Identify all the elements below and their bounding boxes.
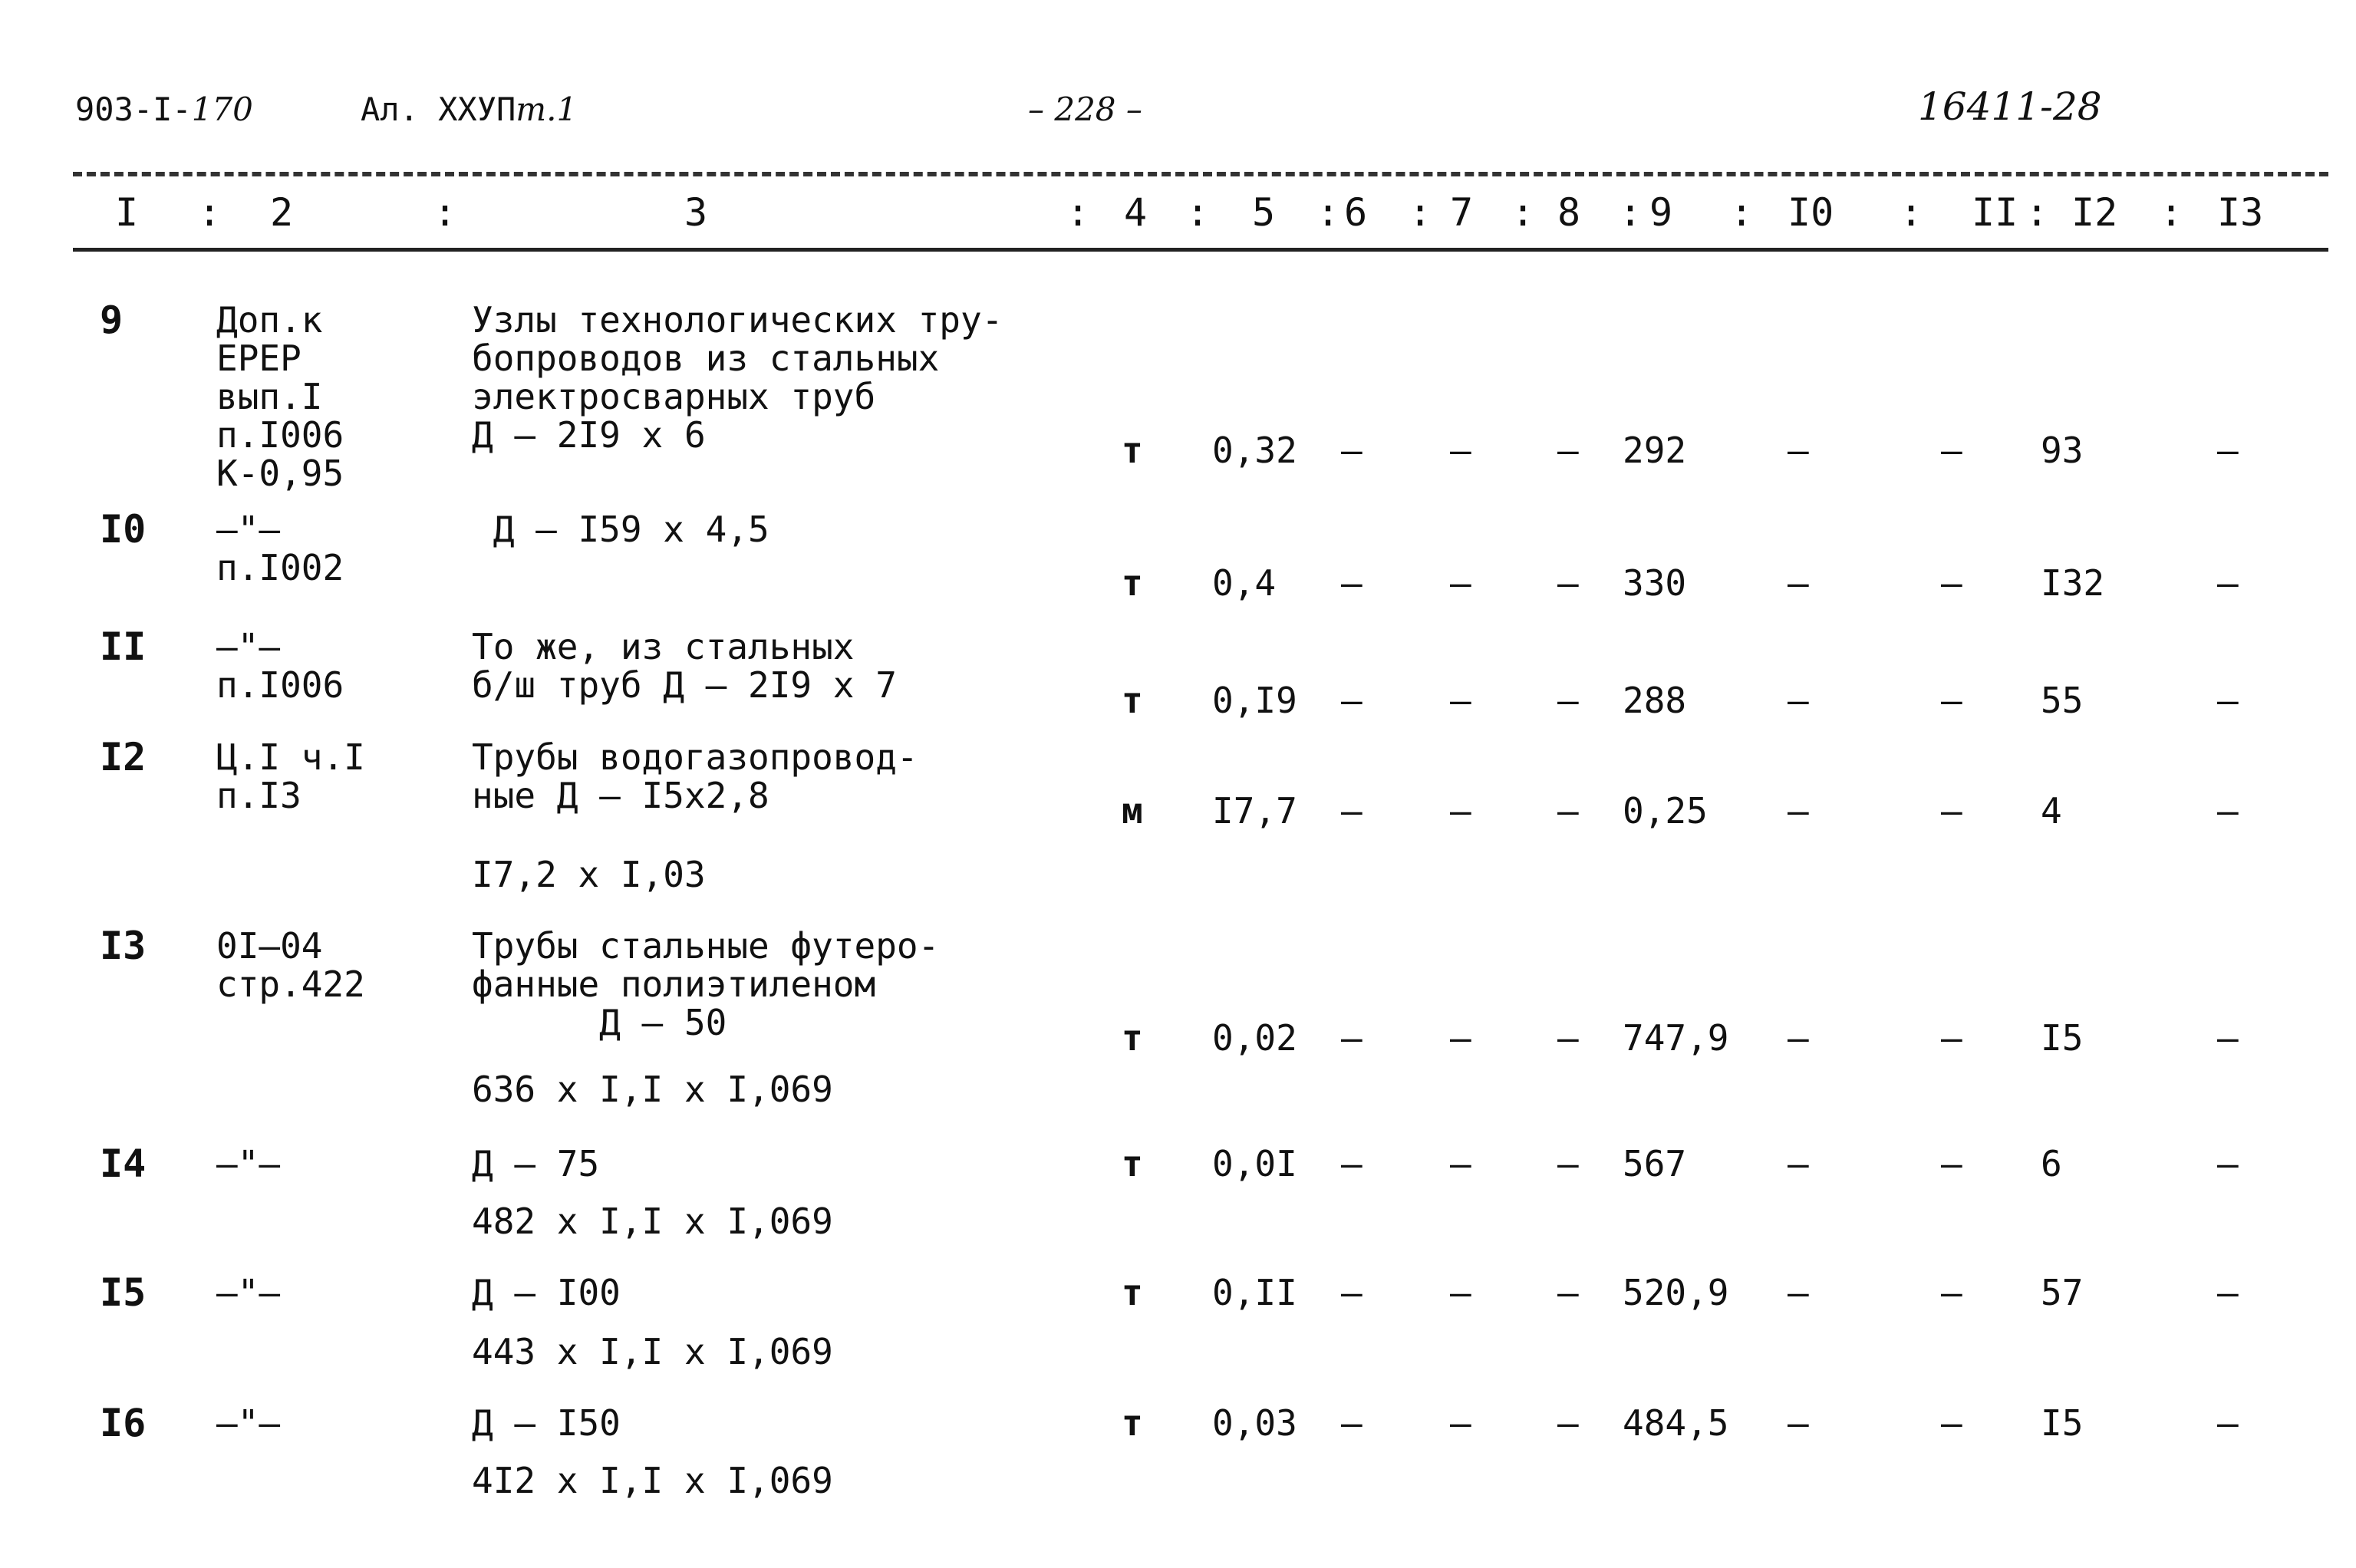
row-calculation: I7,2 х I,03	[472, 854, 706, 895]
row-description: Д – 75	[472, 1143, 600, 1184]
row-col9: 520,9	[1623, 1272, 1729, 1313]
row-basis: –"–	[216, 1143, 281, 1184]
row-unit: т	[1122, 1402, 1143, 1444]
row-col6: –	[1341, 1017, 1363, 1059]
row-col6: –	[1341, 1272, 1363, 1313]
row-col8: –	[1557, 790, 1579, 832]
row-col9: 0,25	[1623, 790, 1708, 832]
row-col11: –	[1941, 790, 1962, 832]
row-col13: –	[2217, 1017, 2239, 1059]
row-col12: 55	[2041, 680, 2084, 721]
row-col9: 288	[1623, 680, 1687, 721]
row-col8: –	[1557, 562, 1579, 604]
column-separator: :	[1186, 190, 1210, 235]
column-separator: :	[2160, 190, 2183, 235]
row-col9: 567	[1623, 1143, 1687, 1184]
row-col11: –	[1941, 562, 1962, 604]
album-label	[361, 91, 577, 128]
row-calculation: 4I2 х I,I х I,069	[472, 1460, 833, 1501]
row-number: I3	[100, 924, 147, 968]
column-number: 4	[1124, 190, 1148, 235]
column-number: 9	[1649, 190, 1673, 235]
row-number: I6	[100, 1401, 147, 1445]
column-separator: :	[1511, 190, 1535, 235]
row-col7: –	[1450, 790, 1471, 832]
row-description: Д – I59 х 4,5	[472, 509, 769, 550]
row-col13: –	[2217, 1143, 2239, 1184]
row-calculation: 482 х I,I х I,069	[472, 1201, 833, 1242]
row-basis: –"– п.I006	[216, 626, 344, 706]
album-label-printed: Ал. ХХУП	[361, 91, 516, 128]
row-quantity: 0,II	[1212, 1272, 1297, 1313]
row-description: То же, из стальных б/ш труб Д – 2I9 х 7	[472, 626, 897, 706]
row-col8: –	[1557, 1143, 1579, 1184]
row-col13: –	[2217, 1272, 2239, 1313]
row-col6: –	[1341, 1143, 1363, 1184]
row-col12: 93	[2041, 430, 2084, 471]
document-code	[75, 91, 253, 128]
row-quantity: 0,32	[1212, 430, 1297, 471]
row-unit: м	[1122, 790, 1143, 832]
column-number: 7	[1450, 190, 1474, 235]
document-code-printed: 903-I-	[75, 91, 192, 128]
row-col8: –	[1557, 1017, 1579, 1059]
row-col10: –	[1788, 790, 1809, 832]
row-calculation: 636 х I,I х I,069	[472, 1069, 833, 1110]
row-col8: –	[1557, 1402, 1579, 1444]
row-col13: –	[2217, 562, 2239, 604]
row-col11: –	[1941, 430, 1962, 471]
row-col11: –	[1941, 1402, 1962, 1444]
row-col10: –	[1788, 1402, 1809, 1444]
row-number: II	[100, 624, 147, 669]
column-number: 6	[1344, 190, 1368, 235]
column-number: 5	[1252, 190, 1276, 235]
row-basis: –"–	[216, 1272, 281, 1313]
row-col11: –	[1941, 1017, 1962, 1059]
row-number: I5	[100, 1270, 147, 1315]
row-col6: –	[1341, 790, 1363, 832]
row-col12: I32	[2041, 562, 2105, 604]
row-col11: –	[1941, 1272, 1962, 1313]
column-separator: :	[1619, 190, 1643, 235]
column-number: I0	[1788, 190, 1834, 235]
row-basis: –"–	[216, 1402, 281, 1444]
row-basis: Доп.к ЕРЕР вып.I п.I006 К-0,95	[216, 299, 344, 494]
row-col8: –	[1557, 680, 1579, 721]
page-number: – 228 –	[1028, 91, 1142, 128]
row-col13: –	[2217, 1402, 2239, 1444]
row-col9: 747,9	[1623, 1017, 1729, 1059]
album-label-handwritten: т.1	[516, 91, 578, 128]
row-col7: –	[1450, 1272, 1471, 1313]
row-col13: –	[2217, 430, 2239, 471]
row-col7: –	[1450, 1017, 1471, 1059]
row-col9: 292	[1623, 430, 1687, 471]
row-unit: т	[1122, 1272, 1143, 1313]
row-col7: –	[1450, 430, 1471, 471]
row-number: 9	[100, 298, 124, 342]
row-quantity: 0,0I	[1212, 1143, 1297, 1184]
column-separator: :	[1730, 190, 1754, 235]
row-basis: –"– п.I002	[216, 509, 344, 588]
row-col9: 330	[1623, 562, 1687, 604]
row-description: Д – I50	[472, 1402, 621, 1444]
row-calculation: 443 х I,I х I,069	[472, 1331, 833, 1372]
row-col7: –	[1450, 680, 1471, 721]
column-separator: :	[433, 190, 457, 235]
column-number: I	[115, 190, 139, 235]
row-col6: –	[1341, 562, 1363, 604]
row-col10: –	[1788, 1017, 1809, 1059]
row-col6: –	[1341, 430, 1363, 471]
row-col6: –	[1341, 680, 1363, 721]
row-quantity: 0,4	[1212, 562, 1277, 604]
column-number: 3	[684, 190, 708, 235]
row-quantity: I7,7	[1212, 790, 1297, 832]
row-quantity: 0,I9	[1212, 680, 1297, 721]
row-col12: I5	[2041, 1017, 2084, 1059]
row-col10: –	[1788, 1272, 1809, 1313]
column-separator: :	[1066, 190, 1090, 235]
column-separator: :	[1409, 190, 1432, 235]
column-number: I2	[2071, 190, 2118, 235]
row-col12: I5	[2041, 1402, 2084, 1444]
row-col12: 57	[2041, 1272, 2084, 1313]
document-code-handwritten: 170	[191, 91, 253, 128]
row-basis: Ц.I ч.I п.I3	[216, 736, 365, 816]
row-number: I2	[100, 735, 147, 779]
column-separator: :	[2025, 190, 2049, 235]
sheet-id: 16411-28	[1918, 84, 2102, 129]
column-separator: :	[1316, 190, 1340, 235]
row-col9: 484,5	[1623, 1402, 1729, 1444]
row-unit: т	[1122, 1143, 1143, 1184]
column-number: I3	[2217, 190, 2264, 235]
row-col10: –	[1788, 680, 1809, 721]
row-col11: –	[1941, 680, 1962, 721]
row-col13: –	[2217, 680, 2239, 721]
row-number: I4	[100, 1141, 147, 1186]
row-col8: –	[1557, 1272, 1579, 1313]
row-unit: т	[1122, 1017, 1143, 1059]
column-separator: :	[1900, 190, 1923, 235]
row-number: I0	[100, 507, 147, 552]
column-number: II	[1972, 190, 2018, 235]
row-unit: т	[1122, 430, 1143, 471]
row-col10: –	[1788, 562, 1809, 604]
row-col13: –	[2217, 790, 2239, 832]
row-col11: –	[1941, 1143, 1962, 1184]
row-col12: 6	[2041, 1143, 2062, 1184]
row-unit: т	[1122, 562, 1143, 604]
row-col10: –	[1788, 430, 1809, 471]
column-number: 2	[270, 190, 294, 235]
row-col7: –	[1450, 1143, 1471, 1184]
row-basis: 0I–04 стр.422	[216, 925, 365, 1005]
row-col6: –	[1341, 1402, 1363, 1444]
row-description: Трубы водогазопровод- ные Д – I5х2,8	[472, 736, 918, 816]
column-header-rule	[73, 248, 2328, 252]
row-col10: –	[1788, 1143, 1809, 1184]
header-dashed-rule	[73, 172, 2328, 176]
row-col7: –	[1450, 562, 1471, 604]
row-col7: –	[1450, 1402, 1471, 1444]
row-col12: 4	[2041, 790, 2062, 832]
column-separator: :	[198, 190, 222, 235]
row-description: Трубы стальные футеро- фанные полиэтиленом Д – 50	[472, 925, 940, 1043]
row-quantity: 0,03	[1212, 1402, 1297, 1444]
column-number: 8	[1557, 190, 1581, 235]
row-description: Узлы технологических тру- бопроводов из стальных электросварных труб Д – 2I9 х 6	[472, 299, 1003, 456]
row-col8: –	[1557, 430, 1579, 471]
row-unit: т	[1122, 680, 1143, 721]
row-description: Д – I00	[472, 1272, 621, 1313]
row-quantity: 0,02	[1212, 1017, 1297, 1059]
